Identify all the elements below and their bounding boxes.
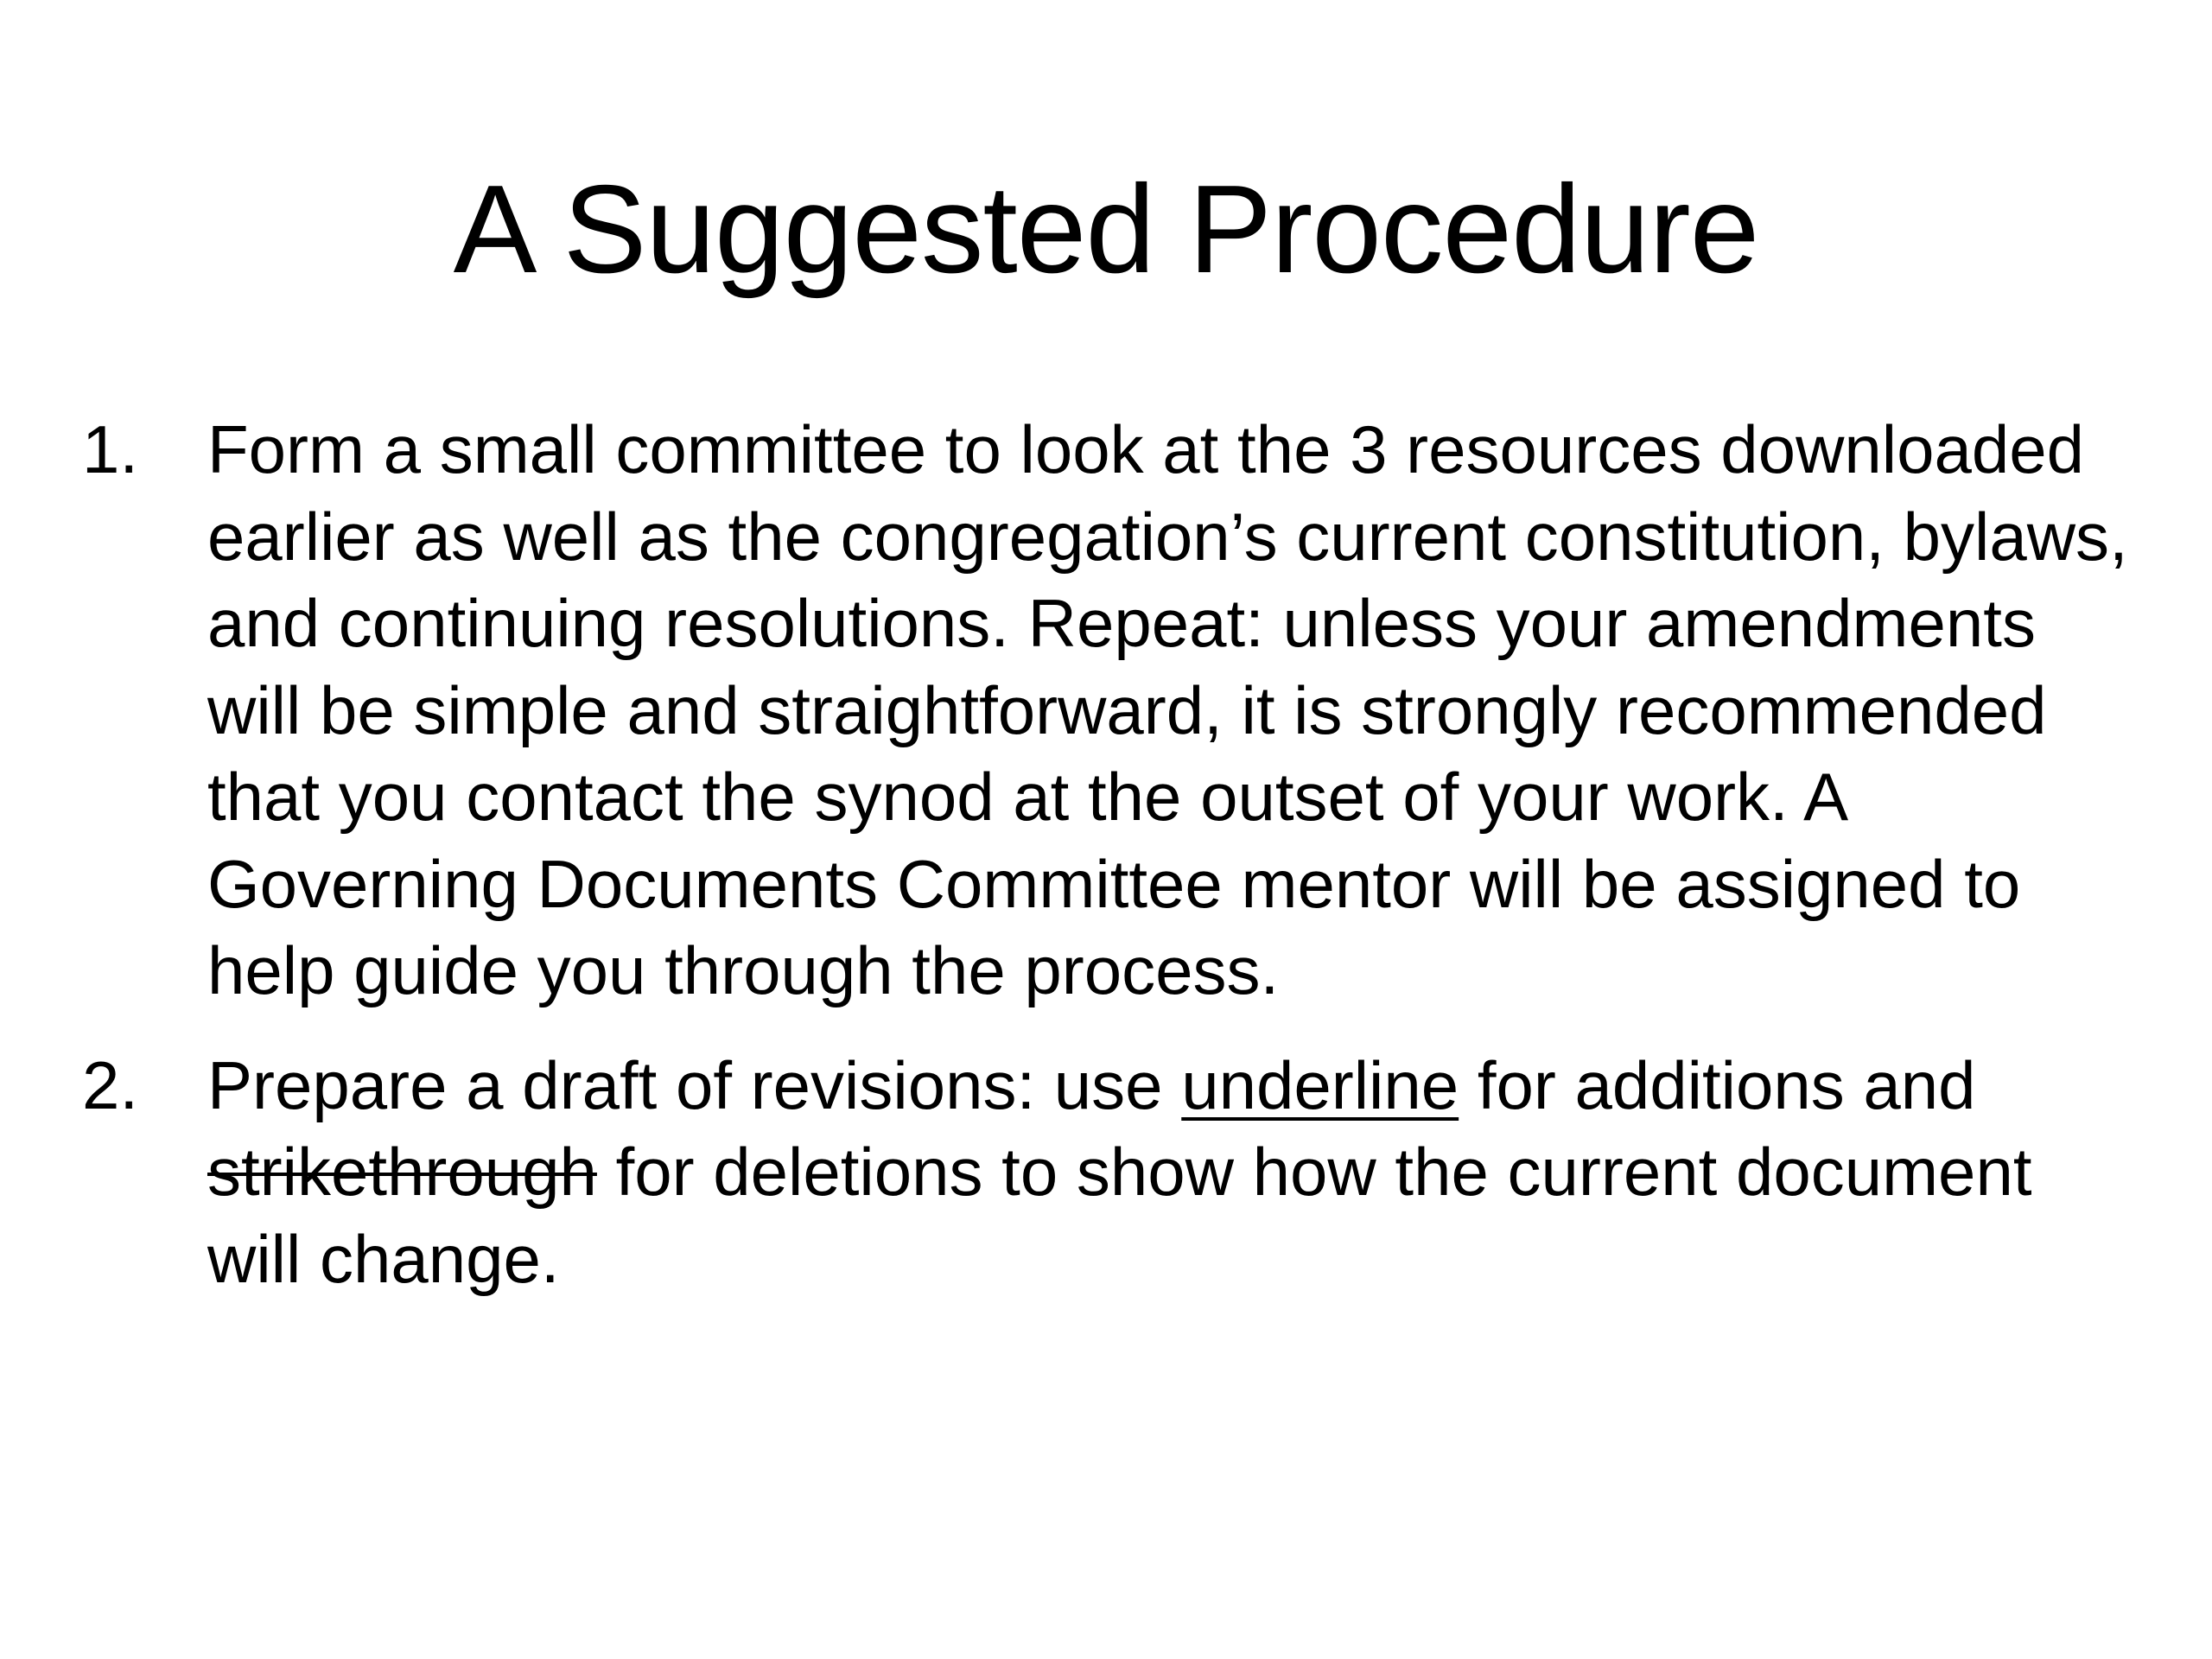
procedure-list <box>82 406 2139 1330</box>
text-segment: Prepare a draft of revisions: use <box>207 1046 1182 1123</box>
underline-example: underline <box>1181 1046 1459 1123</box>
list-item-text: Form a small committee to look at the 3 resources downloaded earlier as well as the congregation’s current constitution, bylaws, and continuing resolutions. Repeat: unless your amendments will be simple and straightforward, it is strongly recommended that you contact the synod at the outset of your work. A Governing Documents Committee mentor will be assigned to help guide you through the process. <box>207 411 2128 1008</box>
list-item-number: 2. <box>82 1046 139 1123</box>
list-item <box>82 1042 2139 1303</box>
text-segment: for additions and <box>1459 1046 1976 1123</box>
text-segment: for deletions to show how the current document will change. <box>207 1134 2032 1297</box>
list-item-number: 1. <box>82 411 139 487</box>
list-item-text <box>207 1042 2139 1303</box>
list-item <box>82 406 2139 1014</box>
slide-title: A Suggested Procedure <box>453 159 1759 299</box>
strikethrough-example: strikethrough <box>207 1134 597 1210</box>
